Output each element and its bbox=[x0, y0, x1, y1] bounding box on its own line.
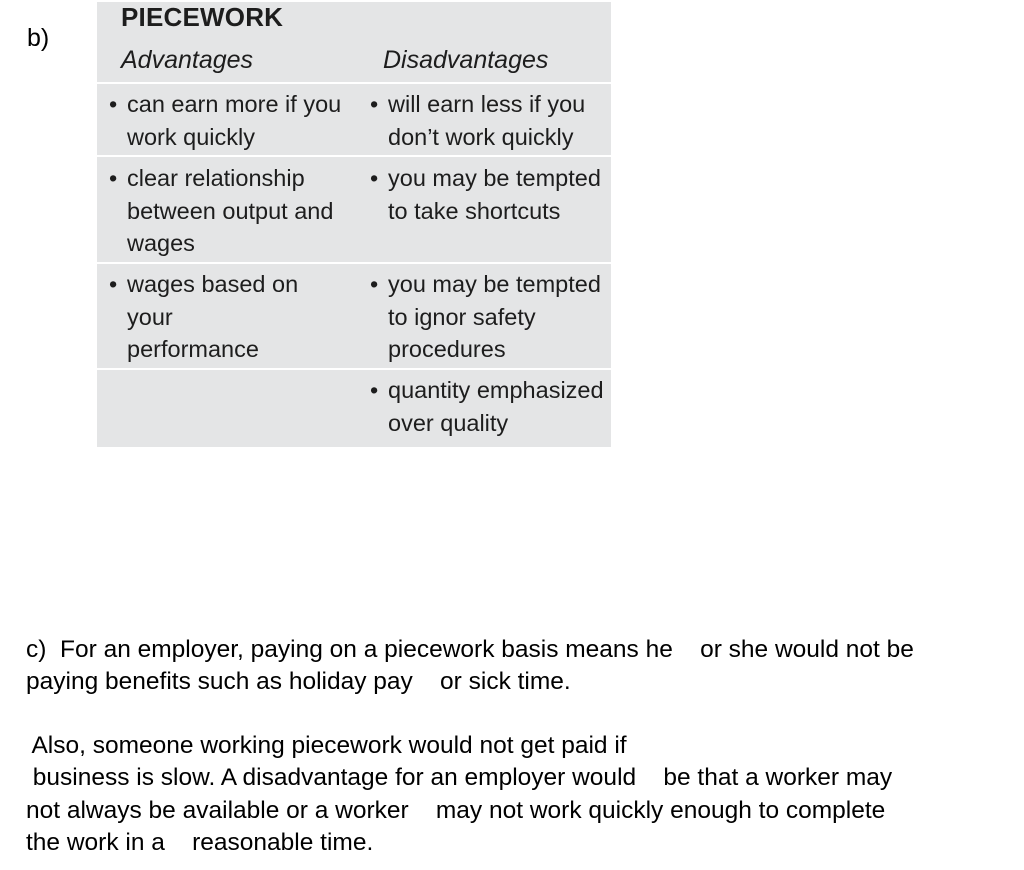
advantage-text: clear relationship between output and wages bbox=[127, 165, 334, 256]
part-c-line: Also, someone working piecework would not get paid if bbox=[26, 732, 627, 759]
part-c-line: business is slow. A disadvantage for an employer would be that a worker may bbox=[26, 764, 893, 791]
row-divider bbox=[97, 82, 611, 84]
part-b-label: b) bbox=[27, 24, 50, 52]
column-header-advantages: Advantages bbox=[121, 46, 254, 74]
part-c-line: paying benefits such as holiday pay or sick time. bbox=[26, 668, 571, 695]
table-cell-disadvantage bbox=[370, 88, 604, 153]
column-header-disadvantages: Disadvantages bbox=[383, 46, 549, 74]
row-divider bbox=[97, 368, 611, 370]
table-cell-disadvantage bbox=[370, 374, 604, 439]
disadvantage-text: will earn less if you don’t work quickly bbox=[388, 91, 586, 150]
bullet-icon: • bbox=[370, 377, 379, 403]
part-c-line: c) For an employer, paying on a piecework basis means he or she would not be bbox=[26, 636, 914, 663]
advantage-text: wages based on your performance bbox=[127, 271, 299, 362]
advantage-text: can earn more if you work quickly bbox=[127, 91, 342, 150]
bullet-icon: • bbox=[370, 165, 379, 191]
bullet-icon: • bbox=[370, 271, 379, 297]
bullet-icon: • bbox=[370, 91, 379, 117]
part-c-line: not always be available or a worker may not work quickly enough to complete bbox=[26, 797, 886, 824]
table-cell-disadvantage bbox=[370, 162, 604, 227]
row-divider bbox=[97, 262, 611, 264]
disadvantage-text: quantity emphasized over quality bbox=[388, 377, 604, 436]
table-cell-advantage bbox=[109, 88, 347, 153]
disadvantage-text: you may be tempted to ignor safety procedures bbox=[388, 271, 601, 362]
piecework-table bbox=[97, 2, 611, 447]
table-cell-advantage bbox=[109, 268, 347, 366]
disadvantage-text: you may be tempted to take shortcuts bbox=[388, 165, 601, 224]
table-cell-disadvantage bbox=[370, 268, 604, 366]
bullet-icon: • bbox=[109, 271, 118, 297]
part-c-line: the work in a reasonable time. bbox=[26, 829, 374, 856]
row-divider bbox=[97, 155, 611, 157]
table-title: PIECEWORK bbox=[121, 2, 284, 32]
bullet-icon: • bbox=[109, 91, 118, 117]
bullet-icon: • bbox=[109, 165, 118, 191]
table-cell-advantage bbox=[109, 162, 347, 260]
